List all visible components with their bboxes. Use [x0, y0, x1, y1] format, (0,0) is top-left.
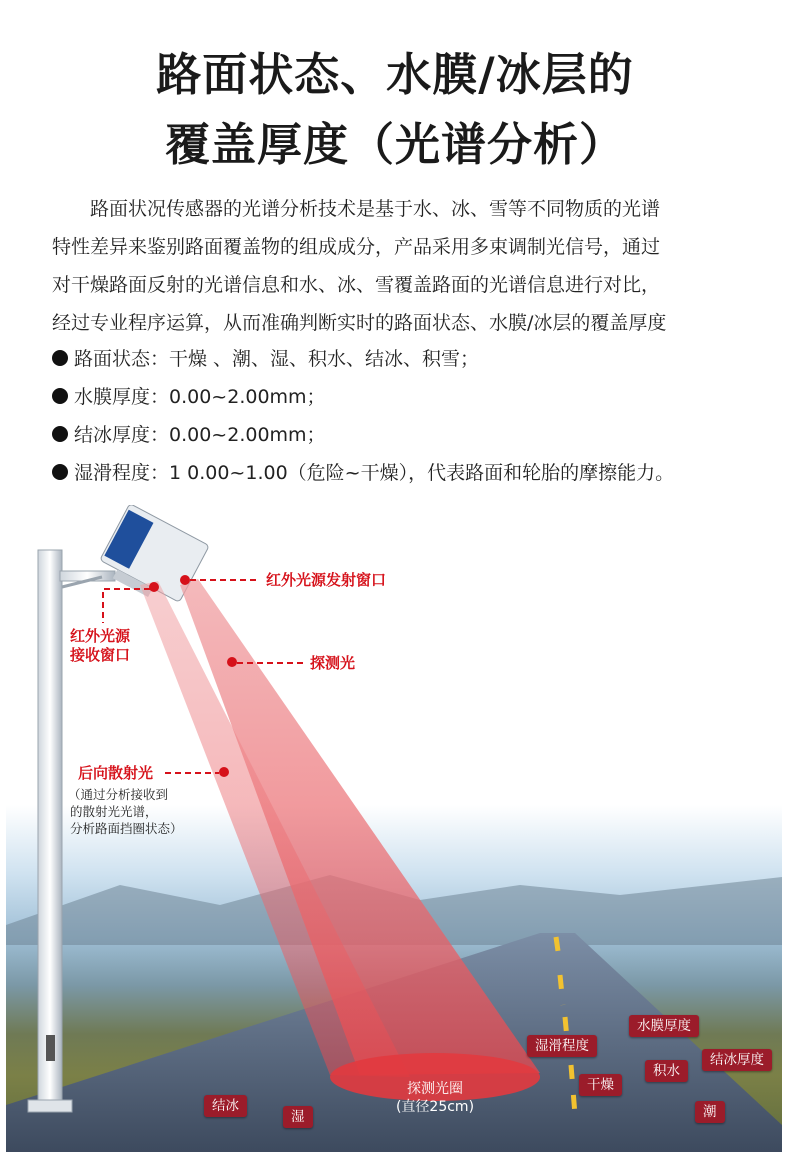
tag-damp: 潮: [695, 1101, 725, 1123]
spec-bullet-text: 湿滑程度：1 0.00~1.00（危险~干燥），代表路面和轮胎的摩擦能力。: [74, 462, 675, 484]
spec-bullet: [52, 416, 772, 454]
bullet-dot-icon: [52, 350, 68, 366]
tag-icing: 结冰: [204, 1095, 247, 1117]
tag-wet: 湿: [283, 1106, 313, 1128]
tag-slipperiness: 湿滑程度: [527, 1035, 597, 1057]
tag-dry: 干燥: [579, 1074, 622, 1096]
spec-bullet: [52, 454, 772, 492]
description-paragraph: [52, 190, 752, 342]
bullet-dot-icon: [52, 426, 68, 442]
tag-ponding: 积水: [645, 1060, 688, 1082]
detection-light-marker: [227, 657, 237, 667]
tag-ice-thickness: 结冰厚度: [702, 1049, 772, 1071]
pole-base: [28, 1100, 72, 1112]
backscatter-note-line1: （通过分析接收到: [68, 787, 169, 802]
ir-receive-marker: [149, 582, 159, 592]
ir-emit-marker: [180, 575, 190, 585]
tag-water-film: 水膜厚度: [629, 1015, 699, 1037]
ir-emit-window-label: 红外光源发射窗口: [266, 571, 387, 589]
pole-box: [46, 1035, 55, 1061]
backscatter-note-line3: 分析路面挡圈状态）: [70, 821, 183, 836]
bullet-dot-icon: [52, 388, 68, 404]
description-line: 路面状况传感器的光谱分析技术是基于水、冰、雪等不同物质的光谱: [90, 198, 661, 220]
spec-bullet: [52, 378, 772, 416]
bullet-dot-icon: [52, 464, 68, 480]
spec-bullet-text: 路面状态：干燥 、潮、湿、积水、结冰、积雪；: [74, 348, 480, 370]
detection-spot-label-line1: 探测光圈: [407, 1081, 463, 1097]
page-title-line1: 路面状态、水膜/冰层的: [156, 48, 634, 101]
spec-bullet-text: 水膜厚度：0.00~2.00mm；: [74, 386, 326, 408]
spec-bullet-list: [52, 340, 772, 492]
backscatter-light-label: 后向散射光: [78, 764, 154, 782]
ir-receive-window-label-line1: 红外光源: [70, 627, 131, 645]
page-title-line2: 覆盖厚度（光谱分析）: [164, 118, 625, 171]
description-line: 对干燥路面反射的光谱信息和水、冰、雪覆盖路面的光谱信息进行对比，: [52, 274, 661, 296]
spec-bullet: [52, 340, 772, 378]
description-line: 经过专业程序运算，从而准确判断实时的路面状态、水膜/冰层的覆盖厚度: [52, 312, 667, 334]
backscatter-marker: [219, 767, 229, 777]
spec-bullet-text: 结冰厚度：0.00~2.00mm；: [74, 424, 326, 446]
description-line: 特性差异来鉴别路面覆盖物的组成成分，产品采用多束调制光信号，通过: [52, 236, 661, 258]
pole: [38, 550, 62, 1110]
detection-light-label: 探测光: [310, 654, 356, 672]
backscatter-note-line2: 的散射光光谱，: [70, 804, 158, 819]
ir-receive-window-label-line2: 接收窗口: [70, 646, 131, 664]
detection-spot-label-line2: (直径25cm): [395, 1099, 475, 1115]
sensor-illustration: [0, 505, 790, 1162]
